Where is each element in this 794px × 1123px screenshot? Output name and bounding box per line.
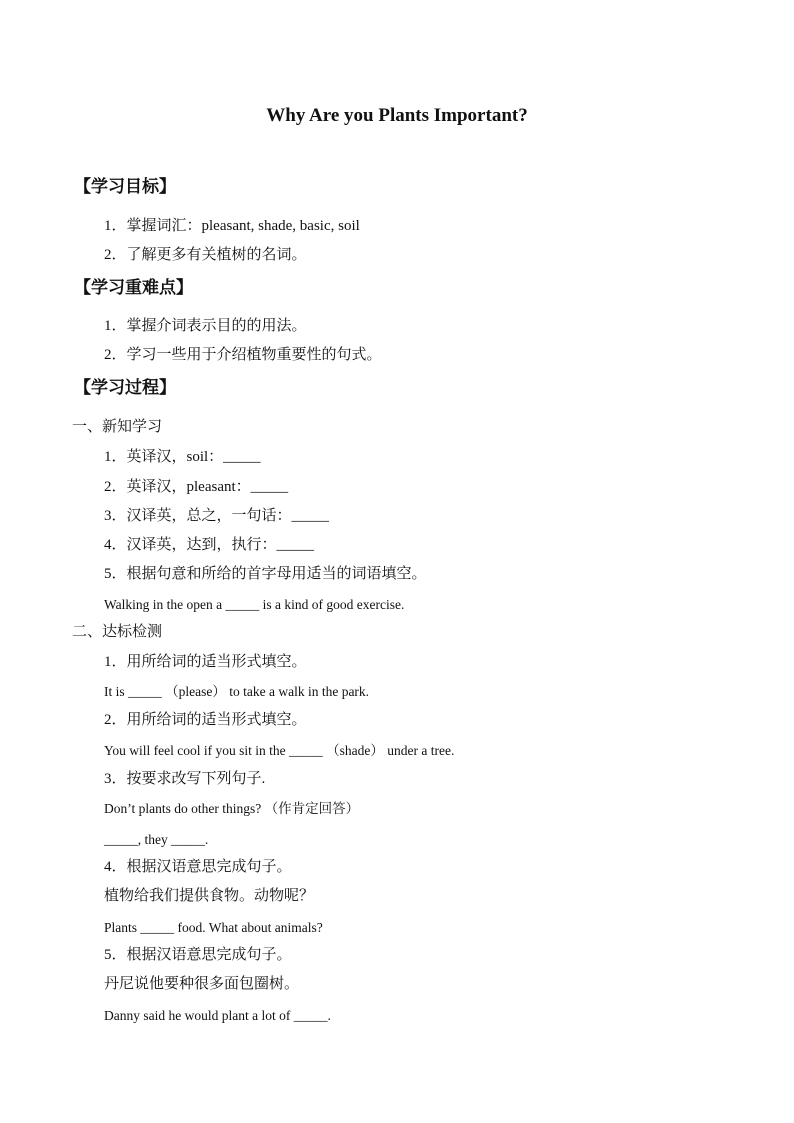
assessment-sentence: Plants _____ food. What about animals?: [104, 920, 323, 935]
assessment-answer-line: _____, they _____.: [104, 832, 209, 847]
assessment-item: 2．用所给词的适当形式填空。: [104, 712, 307, 728]
assessment-item: 3．按要求改写下列句子.: [104, 771, 266, 787]
section-heading-objectives: 【学习目标】: [74, 177, 176, 196]
assessment-item: 5．根据汉语意思完成句子。: [104, 947, 292, 963]
part-heading-assessment: 二、达标检测: [72, 624, 163, 640]
exercise-item: 3．汉译英，总之，一句话：_____: [104, 508, 330, 524]
document-title: Why Are you Plants Important?: [266, 105, 528, 126]
assessment-sentence: Danny said he would plant a lot of _____.: [104, 1008, 331, 1023]
assessment-sentence: Don’t plants do other things? （作肯定回答）: [104, 801, 360, 816]
objective-item: 1．掌握词汇：pleasant, shade, basic, soil: [104, 218, 360, 234]
exercise-item: 2．英译汉，pleasant：_____: [104, 479, 289, 495]
assessment-chinese-sentence: 植物给我们提供食物。动物呢？: [104, 888, 315, 904]
section-heading-process: 【学习过程】: [74, 378, 176, 397]
section-heading-key-points: 【学习重难点】: [74, 278, 193, 297]
objective-item: 2．了解更多有关植树的名词。: [104, 247, 307, 263]
assessment-sentence: It is _____ （please） to take a walk in the park.: [104, 684, 370, 699]
part-heading-new-knowledge: 一、新知学习: [72, 419, 163, 435]
assessment-item: 4．根据汉语意思完成句子。: [104, 859, 292, 875]
exercise-item: 1．英译汉，soil：_____: [104, 449, 261, 465]
assessment-sentence: You will feel cool if you sit in the _____ （shade） under a tree.: [104, 743, 455, 758]
key-point-item: 2．学习一些用于介绍植物重要性的句式。: [104, 347, 382, 363]
exercise-item: 5．根据句意和所给的首字母用适当的词语填空。: [104, 566, 427, 582]
key-point-item: 1．掌握介词表示目的的用法。: [104, 318, 307, 334]
exercise-sentence: Walking in the open a _____ is a kind of good exercise.: [104, 597, 405, 612]
assessment-item: 1．用所给词的适当形式填空。: [104, 654, 307, 670]
assessment-chinese-sentence: 丹尼说他要种很多面包圈树。: [104, 976, 300, 992]
exercise-item: 4．汉译英，达到，执行：_____: [104, 537, 315, 553]
